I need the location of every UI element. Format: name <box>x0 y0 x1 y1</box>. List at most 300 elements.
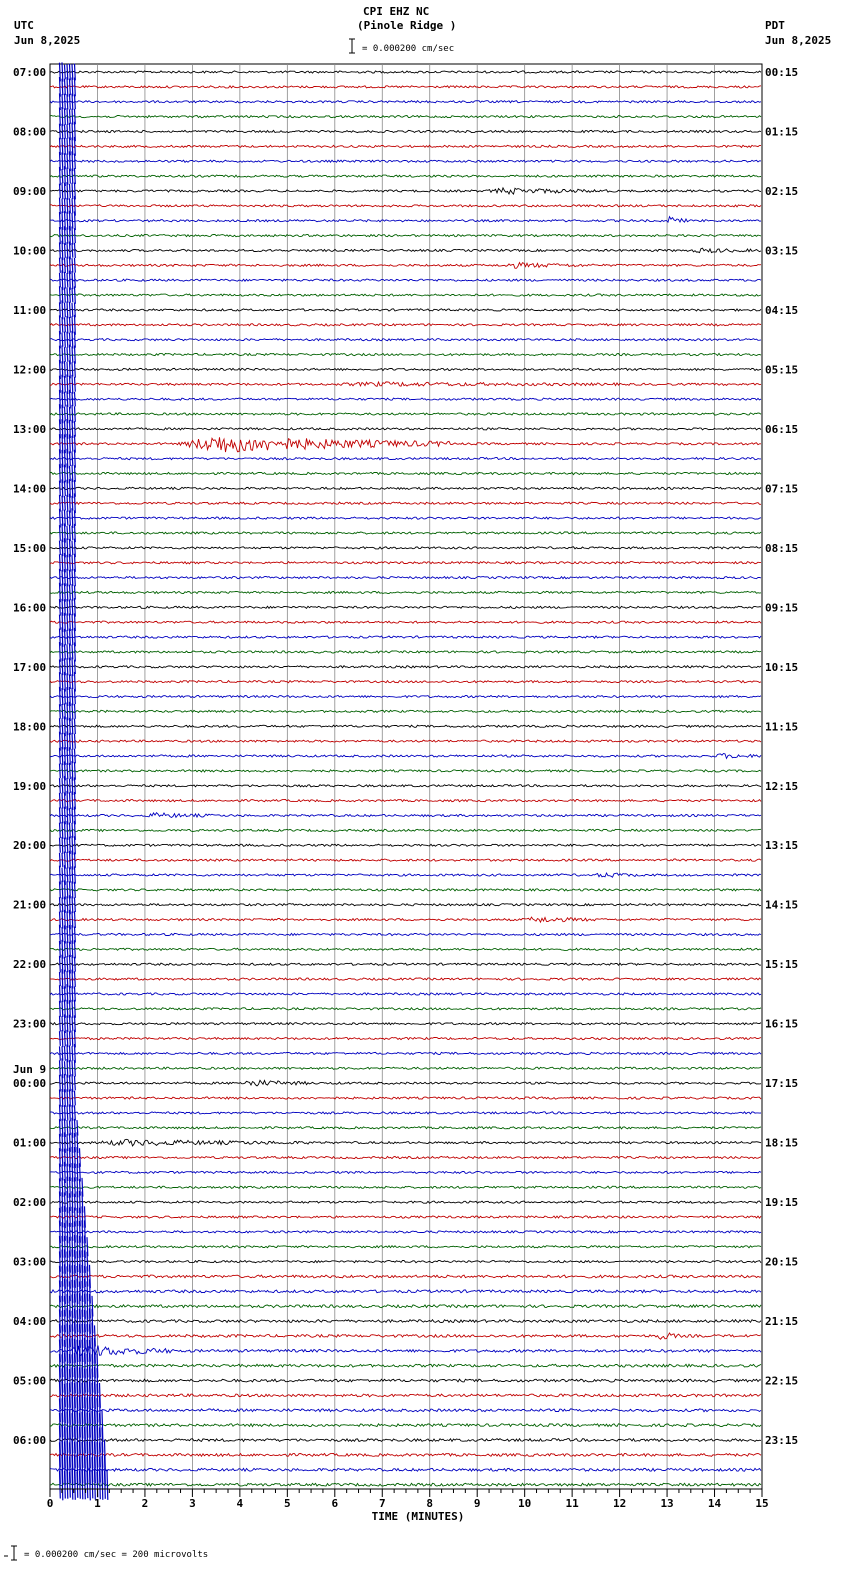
signal-stroke <box>72 198 73 213</box>
signal-stroke <box>62 153 63 170</box>
signal-stroke <box>60 108 61 126</box>
signal-stroke <box>60 704 61 719</box>
trace-line <box>50 889 761 891</box>
signal-stroke <box>60 286 61 304</box>
signal-stroke <box>62 837 63 854</box>
scale-label: = 0.000200 cm/sec <box>362 44 455 54</box>
trace-line <box>50 532 761 534</box>
x-tick-label: 11 <box>565 1497 579 1510</box>
signal-stroke <box>62 643 63 661</box>
signal-stroke <box>60 1471 61 1499</box>
signal-stroke <box>85 1470 86 1499</box>
signal-stroke <box>60 1105 61 1122</box>
signal-stroke <box>72 78 73 97</box>
signal-stroke <box>62 199 63 213</box>
signal-stroke <box>70 599 71 615</box>
trace-line <box>50 116 761 118</box>
signal-stroke <box>75 243 76 258</box>
signal-stroke <box>60 184 61 199</box>
signal-stroke <box>62 1469 63 1500</box>
signal-stroke <box>65 272 66 289</box>
signal-stroke <box>72 169 73 184</box>
trace-line <box>50 458 761 460</box>
trace-line <box>50 382 761 387</box>
signal-stroke <box>75 273 76 288</box>
signal-stroke <box>60 687 61 707</box>
signal-stroke <box>70 451 71 466</box>
trace-line <box>50 263 761 269</box>
signal-stroke <box>75 852 76 867</box>
signal-stroke <box>75 642 76 661</box>
signal-stroke <box>70 1104 71 1121</box>
signal-stroke <box>65 108 66 125</box>
utc-hour-label: 21:00 <box>13 898 47 912</box>
signal-stroke <box>72 704 73 720</box>
signal-stroke <box>62 673 63 690</box>
pdt-hour-label: 10:15 <box>765 660 799 674</box>
signal-stroke <box>65 629 66 646</box>
signal-stroke <box>67 630 68 645</box>
signal-stroke <box>72 1046 73 1060</box>
signal-stroke <box>70 466 71 481</box>
trace-line <box>50 754 761 759</box>
signal-stroke <box>65 65 66 80</box>
signal-stroke <box>65 925 66 943</box>
signal-stroke <box>67 198 68 214</box>
signal-stroke <box>67 838 68 854</box>
signal-stroke <box>67 821 68 840</box>
signal-stroke <box>82 1470 83 1499</box>
utc-hour-label: 02:00 <box>13 1196 47 1210</box>
signal-stroke <box>75 211 76 230</box>
signal-stroke <box>60 615 61 630</box>
signal-stroke <box>70 94 71 110</box>
signal-stroke <box>70 390 71 409</box>
pdt-hour-label: 18:15 <box>765 1136 799 1150</box>
signal-stroke <box>62 658 63 675</box>
signal-stroke <box>67 1016 68 1032</box>
signal-stroke <box>62 778 63 793</box>
signal-stroke <box>60 882 61 899</box>
utc-hour-label: 19:00 <box>13 779 47 793</box>
signal-stroke <box>75 258 76 273</box>
signal-stroke <box>75 836 76 854</box>
signal-stroke <box>67 555 68 571</box>
signal-stroke <box>67 852 68 869</box>
signal-stroke <box>72 674 73 689</box>
signal-stroke <box>62 570 63 585</box>
signal-stroke <box>62 927 63 942</box>
signal-stroke <box>75 228 76 243</box>
signal-stroke <box>62 346 63 364</box>
signal-stroke <box>70 718 71 735</box>
signal-stroke <box>62 107 63 126</box>
signal-stroke <box>70 151 71 171</box>
signal-stroke <box>72 1000 73 1018</box>
signal-stroke <box>60 1060 61 1076</box>
trace-line <box>50 1346 761 1356</box>
signal-stroke <box>65 243 66 258</box>
signal-stroke <box>75 734 76 749</box>
pdt-hour-label: 21:15 <box>765 1315 799 1329</box>
signal-stroke <box>72 645 73 660</box>
trace-line <box>50 1067 761 1069</box>
signal-stroke <box>72 452 73 466</box>
signal-stroke <box>75 704 76 719</box>
signal-stroke <box>67 124 68 138</box>
trace-line <box>50 978 761 980</box>
signal-stroke <box>70 1472 71 1498</box>
trace-line <box>50 1275 761 1278</box>
trace-line <box>50 413 761 415</box>
signal-stroke <box>75 168 76 184</box>
signal-stroke <box>70 1045 71 1061</box>
trace-line <box>50 398 761 400</box>
x-tick-label: 1 <box>94 1497 101 1510</box>
trace-line <box>50 963 761 965</box>
signal-stroke <box>67 911 68 928</box>
utc-hour-label: 18:00 <box>13 720 47 734</box>
signal-stroke <box>62 300 63 319</box>
signal-stroke <box>75 569 76 586</box>
signal-stroke <box>75 1470 76 1500</box>
signal-stroke <box>60 227 61 244</box>
signal-stroke <box>67 332 68 348</box>
signal-stroke <box>62 241 63 261</box>
trace-line <box>50 428 761 430</box>
trace-line <box>50 339 761 341</box>
signal-stroke <box>60 897 61 912</box>
trace-line <box>50 368 761 370</box>
signal-stroke <box>70 570 71 586</box>
signal-stroke <box>62 881 63 900</box>
trace-line <box>50 547 761 549</box>
signal-stroke <box>75 672 76 692</box>
signal-stroke <box>62 808 63 824</box>
signal-stroke <box>70 851 71 869</box>
signal-stroke <box>67 108 68 125</box>
signal-stroke <box>72 749 73 763</box>
signal-stroke <box>67 763 68 779</box>
signal-stroke <box>72 436 73 452</box>
signal-stroke <box>75 689 76 704</box>
pdt-hour-label: 05:15 <box>765 363 799 377</box>
signal-stroke <box>72 243 73 258</box>
trace-line <box>50 1023 761 1025</box>
signal-stroke <box>70 629 71 646</box>
signal-stroke <box>67 1075 68 1092</box>
signal-stroke <box>72 213 73 229</box>
signal-stroke <box>72 881 73 898</box>
signal-stroke <box>72 986 73 1002</box>
signal-stroke <box>67 1120 68 1136</box>
signal-stroke <box>65 689 66 705</box>
signal-stroke <box>65 672 66 692</box>
pdt-hour-label: 03:15 <box>765 244 799 258</box>
signal-stroke <box>72 375 73 394</box>
trace-line <box>50 1290 761 1293</box>
signal-stroke <box>70 1031 71 1045</box>
trace-line <box>50 279 761 281</box>
trace-line <box>50 740 761 742</box>
signal-stroke <box>102 1470 103 1500</box>
signal-stroke <box>62 169 63 183</box>
utc-hour-label: 16:00 <box>13 601 47 615</box>
signal-stroke <box>67 658 68 675</box>
signal-stroke <box>67 347 68 362</box>
trace-line <box>50 800 761 802</box>
signal-stroke <box>70 585 71 601</box>
signal-stroke <box>60 273 61 288</box>
trace-line <box>50 681 761 683</box>
signal-stroke <box>65 941 66 958</box>
signal-stroke <box>65 1031 66 1047</box>
signal-stroke <box>65 198 66 213</box>
signal-stroke <box>75 1091 76 1106</box>
signal-stroke <box>65 613 66 632</box>
signal-stroke <box>72 569 73 586</box>
signal-stroke <box>65 407 66 422</box>
signal-stroke <box>70 779 71 793</box>
trace-line <box>50 591 761 593</box>
signal-stroke <box>70 970 71 988</box>
utc-hour-label: 08:00 <box>13 125 47 139</box>
signal-stroke <box>75 137 76 156</box>
x-tick-label: 9 <box>473 1497 481 1510</box>
signal-stroke <box>67 227 68 243</box>
signal-stroke <box>62 510 63 525</box>
signal-stroke <box>65 258 66 273</box>
signal-stroke <box>72 584 73 601</box>
signal-stroke <box>75 866 76 883</box>
left-date: Jun 8,2025 <box>14 34 81 47</box>
right-date: Jun 8,2025 <box>765 34 832 47</box>
pdt-hour-label: 09:15 <box>765 601 799 615</box>
signal-stroke <box>75 346 76 364</box>
signal-stroke <box>65 94 66 110</box>
signal-stroke <box>72 733 73 750</box>
signal-stroke <box>72 94 73 110</box>
signal-stroke <box>67 302 68 319</box>
signal-stroke <box>67 375 68 395</box>
signal-stroke <box>65 986 66 1001</box>
x-tick-label: 6 <box>331 1497 339 1510</box>
signal-stroke <box>70 986 71 1003</box>
signal-stroke <box>70 511 71 526</box>
signal-stroke <box>75 749 76 764</box>
signal-stroke <box>72 258 73 272</box>
signal-stroke <box>70 525 71 542</box>
x-tick-label: 12 <box>612 1497 627 1510</box>
signal-stroke <box>65 481 66 496</box>
signal-stroke <box>70 554 71 572</box>
utc-hour-label: 13:00 <box>13 422 47 436</box>
signal-stroke <box>67 896 68 913</box>
signal-stroke <box>65 821 66 839</box>
x-tick-label: 8 <box>426 1497 434 1510</box>
trace-line <box>50 1156 761 1158</box>
trace-line <box>50 235 761 237</box>
signal-stroke <box>70 434 71 453</box>
signal-stroke <box>62 124 63 139</box>
signal-stroke <box>67 242 68 259</box>
signal-stroke <box>62 554 63 572</box>
signal-stroke <box>75 971 76 987</box>
pdt-hour-label: 07:15 <box>765 482 799 496</box>
signal-stroke <box>65 1046 66 1061</box>
signal-stroke <box>62 793 63 809</box>
signal-stroke <box>70 925 71 944</box>
signal-stroke <box>67 94 68 109</box>
signal-stroke <box>65 1061 66 1075</box>
signal-stroke <box>75 957 76 972</box>
trace-line <box>50 948 761 950</box>
date-change-label: Jun 9 <box>13 1063 47 1077</box>
signal-stroke <box>67 747 68 765</box>
signal-stroke <box>75 1044 76 1063</box>
pdt-hour-label: 15:15 <box>765 958 799 972</box>
signal-stroke <box>62 317 63 332</box>
trace-line <box>50 1468 761 1471</box>
signal-stroke <box>67 584 68 602</box>
trace-line <box>50 1139 761 1146</box>
signal-stroke <box>75 1000 76 1018</box>
trace-line <box>50 710 761 712</box>
trace-line <box>50 1379 761 1382</box>
signal-stroke <box>75 911 76 928</box>
signal-stroke <box>70 823 71 839</box>
signal-stroke <box>67 881 68 898</box>
signal-stroke <box>60 956 61 973</box>
pdt-hour-label: 22:15 <box>765 1374 799 1388</box>
trace-line <box>50 1038 761 1040</box>
signal-stroke <box>60 793 61 809</box>
signal-stroke <box>67 1089 68 1106</box>
signal-stroke <box>62 333 63 347</box>
signal-stroke <box>67 212 68 230</box>
signal-stroke <box>62 688 63 705</box>
signal-stroke <box>72 303 73 317</box>
signal-stroke <box>75 986 76 1001</box>
signal-stroke <box>75 332 76 348</box>
pdt-hour-label: 12:15 <box>765 779 799 793</box>
signal-stroke <box>72 331 73 349</box>
signal-stroke <box>70 674 71 689</box>
signal-stroke <box>72 346 73 362</box>
signal-stroke <box>72 271 73 289</box>
signal-stroke <box>65 792 66 809</box>
signal-stroke <box>60 1031 61 1046</box>
signal-stroke <box>90 1469 91 1501</box>
signal-stroke <box>70 169 71 184</box>
signal-stroke <box>67 941 68 957</box>
utc-hour-label: 20:00 <box>13 839 47 853</box>
signal-stroke <box>60 464 61 483</box>
signal-stroke <box>67 1000 68 1018</box>
signal-stroke <box>67 138 68 155</box>
utc-hour-label: 05:00 <box>13 1374 47 1388</box>
footer-scale-bar-icon <box>4 1546 17 1560</box>
signal-stroke <box>70 792 71 809</box>
signal-stroke <box>65 1105 66 1121</box>
signal-stroke <box>65 465 66 483</box>
trace-line <box>50 1364 761 1367</box>
signal-stroke <box>62 138 63 155</box>
trace-line <box>50 636 761 638</box>
signal-stroke <box>67 480 68 497</box>
signal-stroke <box>70 109 71 124</box>
x-axis <box>47 1489 769 1510</box>
trace-line <box>50 71 761 73</box>
pdt-hour-label: 20:15 <box>765 1255 799 1269</box>
signal-stroke <box>62 1089 63 1107</box>
signal-stroke <box>67 495 68 512</box>
signal-stroke <box>72 227 73 245</box>
station-line: CPI EHZ NC <box>363 5 430 18</box>
trace-line <box>50 324 761 326</box>
trace-line <box>50 993 761 995</box>
signal-stroke <box>67 1134 68 1151</box>
signal-stroke <box>62 763 63 778</box>
trace-line <box>50 188 761 194</box>
signal-stroke <box>72 823 73 838</box>
signal-stroke <box>67 257 68 274</box>
signal-stroke <box>60 509 61 528</box>
signal-stroke <box>75 493 76 513</box>
trace-line <box>50 217 761 223</box>
signal-stroke <box>75 78 76 97</box>
signal-stroke <box>72 629 73 645</box>
signal-stroke <box>65 1089 66 1107</box>
signal-stroke <box>60 972 61 986</box>
signal-stroke <box>60 807 61 823</box>
signal-stroke <box>75 777 76 794</box>
signal-stroke <box>60 258 61 273</box>
signal-stroke <box>70 1015 71 1033</box>
signal-stroke <box>72 808 73 824</box>
x-tick-label: 10 <box>518 1497 532 1510</box>
signal-stroke <box>62 898 63 913</box>
signal-stroke <box>67 182 68 200</box>
x-tick-label: 14 <box>707 1497 722 1510</box>
signal-stroke <box>105 1471 106 1499</box>
utc-hour-label: 09:00 <box>13 185 47 198</box>
utc-hour-label: 00:00 <box>13 1077 47 1091</box>
plot-frame <box>50 64 762 1489</box>
pdt-hour-label: 19:15 <box>765 1196 799 1210</box>
signal-stroke <box>75 154 76 170</box>
signal-stroke <box>65 124 66 138</box>
signal-stroke <box>70 733 71 750</box>
x-axis-label: TIME (MINUTES) <box>371 1510 465 1523</box>
teleseismic-band <box>60 62 108 1500</box>
signal-stroke <box>75 510 76 526</box>
utc-hour-label: 22:00 <box>13 958 47 972</box>
signal-stroke <box>67 1106 68 1121</box>
signal-stroke <box>100 1470 101 1499</box>
signal-stroke <box>62 822 63 839</box>
signal-stroke <box>75 1015 76 1032</box>
signal-stroke <box>62 496 63 511</box>
station-name: (Pinole Ridge ) <box>357 19 457 32</box>
signal-stroke <box>72 1470 73 1500</box>
signal-stroke <box>70 64 71 81</box>
pdt-hour-label: 02:15 <box>765 185 799 198</box>
signal-stroke <box>87 1471 88 1498</box>
signal-stroke <box>62 986 63 1003</box>
signal-stroke <box>75 392 76 407</box>
signal-stroke <box>62 1001 63 1017</box>
